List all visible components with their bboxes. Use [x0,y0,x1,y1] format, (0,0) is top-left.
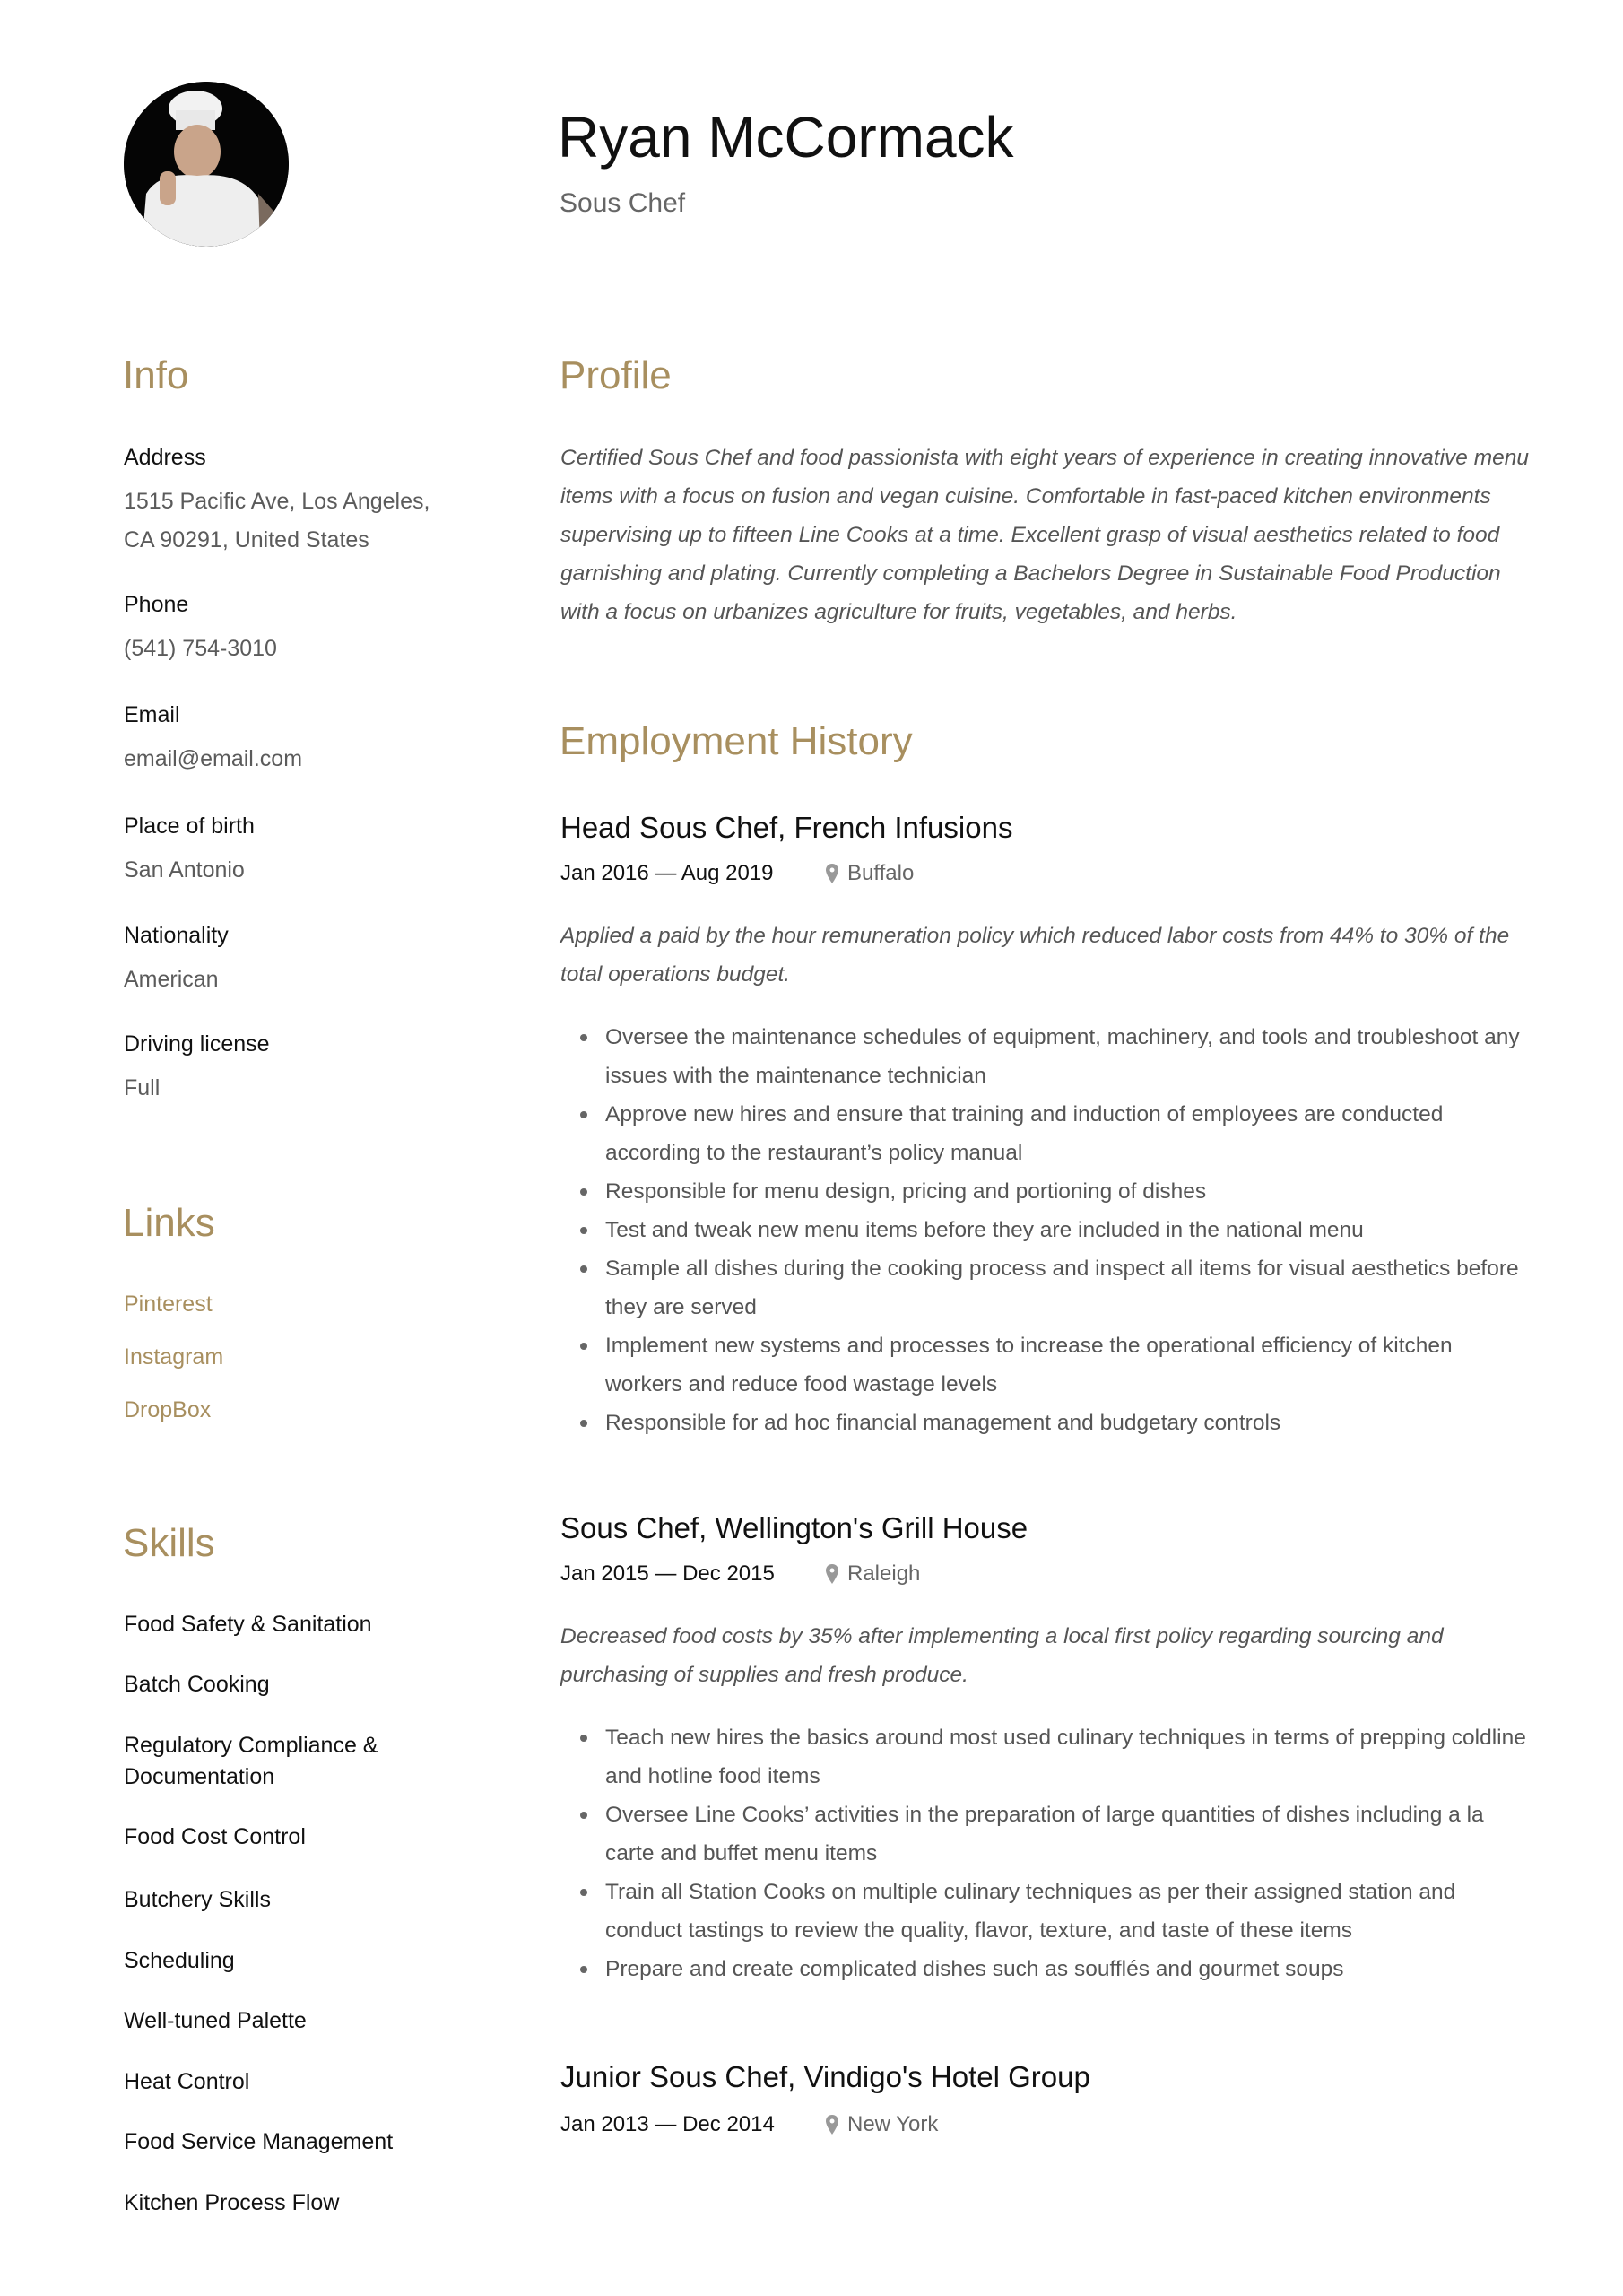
info-nationality [124,917,229,999]
skills-heading: Skills [123,1521,215,1565]
job-bullet: Oversee Line Cooks’ activities in the preparation of large quantities of dishes including a la carte and buffet menu items [560,1796,1529,1873]
location-pin-icon [826,1564,838,1584]
nationality-value: American [124,967,219,992]
job-bullets [560,1018,1529,1442]
job-location-text: Raleigh [847,1561,921,1586]
profile-photo [124,82,289,247]
skill-item: Batch Cooking [124,1672,270,1697]
job-bullet: Teach new hires the basics around most used culinary techniques in terms of prepping coldline and hotline food items [560,1718,1529,1796]
link-instagram[interactable]: Instagram [124,1344,224,1370]
location-pin-icon [826,2115,838,2135]
phone-value: (541) 754-3010 [124,636,277,661]
job-bullet: Approve new hires and ensure that training and induction of employees are conducted according to the restaurant’s policy manual [560,1095,1529,1172]
job-location-text: Buffalo [847,861,915,885]
job-bullet: Oversee the maintenance schedules of equipment, machinery, and tools and troubleshoot any issues with the maintenance technician [560,1018,1529,1095]
address-line: CA 90291, United States [124,527,369,552]
links-heading: Links [123,1201,215,1245]
driving-license-label: Driving license [124,1031,270,1057]
location-pin-icon [826,864,838,883]
place-of-birth-label: Place of birth [124,813,255,839]
link-dropbox[interactable]: DropBox [124,1397,212,1422]
job-bullet: Train all Station Cooks on multiple culinary techniques as per their assigned station and conduct tastings to review the quality, flavor, texture, and taste of these items [560,1873,1529,1950]
nationality-label: Nationality [124,923,229,948]
email-label: Email [124,702,180,727]
skill-item: Food Safety & Sanitation [124,1612,372,1637]
skill-item: Heat Control [124,2069,250,2094]
job-bullet: Test and tweak new menu items before they are included in the national menu [560,1211,1529,1249]
job-dates: Jan 2015 — Dec 2015 [560,1561,775,1586]
link-pinterest[interactable]: Pinterest [124,1292,213,1317]
address-line: 1515 Pacific Ave, Los Angeles, [124,489,430,514]
skill-item: Kitchen Process Flow [124,2190,340,2215]
driving-license-value: Full [124,1075,161,1100]
profile-heading: Profile [560,353,672,397]
skill-item: Scheduling [124,1948,235,1973]
skill-item: Butchery Skills [124,1887,271,1912]
job-dates: Jan 2013 — Dec 2014 [560,2112,775,2136]
profile-text: Certified Sous Chef and food passionista with eight years of experience in creating innovative menu items with a focus on fusion and vegan cuisine. Comfortable in fast-paced kitchen environments supervising up to fifteen Line Cooks at a time. Excellent grasp of visual aesthetics related to food garnishing and plating. Currently completing a Bachelors Degree in Sustainable Food Production with a focus on urbanizes agriculture for fruits, vegetables, and herbs. [560,446,1529,624]
job-dates: Jan 2016 — Aug 2019 [560,861,774,885]
skill-item: Regulatory Compliance & Documentation [124,1733,378,1789]
skill-item: Well-tuned Palette [124,2008,307,2033]
job-summary: Decreased food costs by 35% after implementing a local first policy regarding sourcing and purchasing of supplies and fresh produce. [560,1624,1444,1687]
job-bullet: Implement new systems and processes to increase the operational efficiency of kitchen workers and reduce food wastage levels [560,1326,1529,1404]
job-title: Sous Chef, Wellington's Grill House [560,1511,1028,1544]
candidate-title: Sous Chef [560,188,686,218]
job-bullet: Responsible for menu design, pricing and portioning of dishes [560,1172,1529,1211]
place-of-birth-value: San Antonio [124,857,245,883]
address-label: Address [124,445,206,470]
employment-heading: Employment History [560,719,913,763]
job-bullet: Responsible for ad hoc financial management and budgetary controls [560,1404,1529,1442]
info-driving-license [124,1025,270,1108]
job-location [826,854,914,892]
info-place-of-birth [124,807,255,890]
job-bullet: Sample all dishes during the cooking process and inspect all items for visual aesthetics before they are served [560,1249,1529,1326]
job-location [826,2105,938,2144]
job-title: Head Sous Chef, French Infusions [560,811,1013,844]
skill-item: Food Service Management [124,2129,394,2154]
phone-label: Phone [124,592,189,617]
job-location-text: New York [847,2112,939,2136]
candidate-name: Ryan McCormack [558,105,1014,170]
job-summary: Applied a paid by the hour remuneration policy which reduced labor costs from 44% to 30% of the total operations budget. [560,924,1510,987]
info-address [124,439,430,560]
info-heading: Info [123,353,189,397]
info-phone [124,586,277,668]
email-value: email@email.com [124,746,303,771]
job-location [826,1554,920,1593]
info-email [124,696,302,778]
job-bullet: Prepare and create complicated dishes such as soufflés and gourmet soups [560,1950,1529,1988]
job-title: Junior Sous Chef, Vindigo's Hotel Group [560,2060,1090,2093]
job-bullets [560,1718,1529,1988]
skill-item: Food Cost Control [124,1824,306,1849]
